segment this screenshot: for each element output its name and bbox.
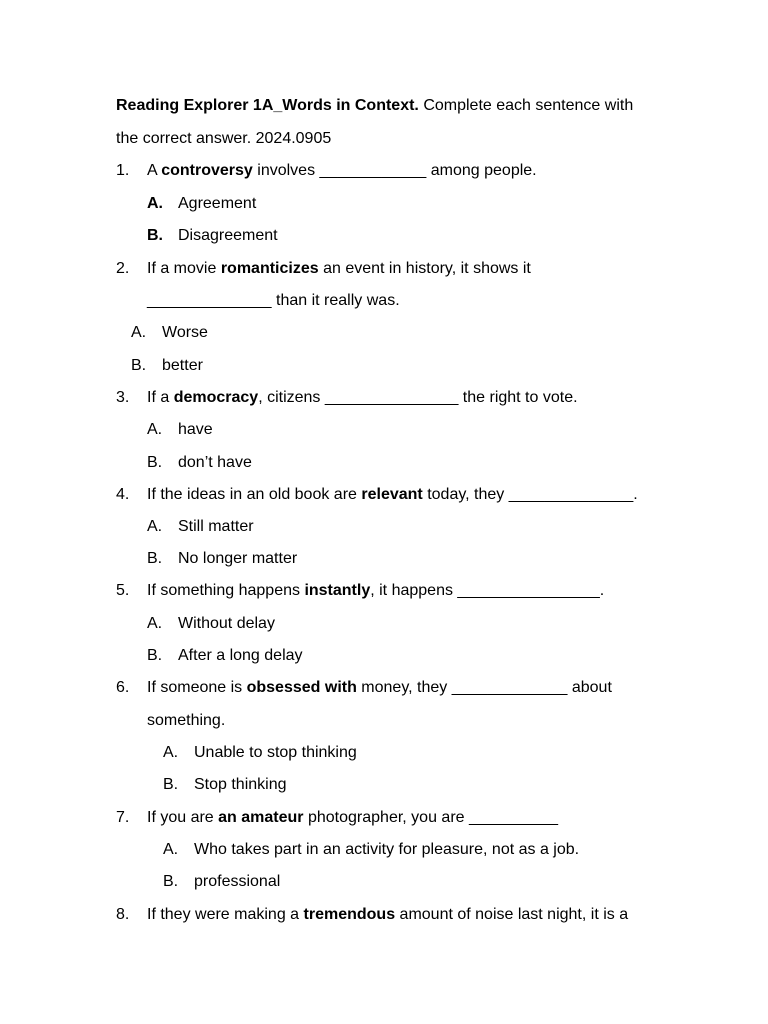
option-text: Unable to stop thinking: [194, 744, 357, 761]
question-number: 7.: [116, 809, 130, 826]
question-text: [147, 678, 612, 698]
option-text: have: [178, 421, 213, 438]
question-text: [147, 259, 531, 279]
heading-instruction: Complete each sentence with: [418, 97, 634, 114]
question-text-post: amount of noise last night, it is a: [395, 906, 629, 923]
vocabulary-word: romanticizes: [220, 260, 319, 277]
question-text-pre: If a movie: [147, 260, 221, 277]
question-text-continued: something.: [147, 712, 226, 729]
option-letter: B.: [163, 776, 179, 793]
question-text: [147, 808, 558, 828]
question-number: 8.: [116, 906, 130, 923]
question-number: 3.: [116, 389, 130, 406]
vocabulary-word: obsessed with: [246, 679, 357, 696]
option-letter: A.: [147, 195, 163, 212]
question-text-post: money, they _____________ about: [356, 679, 612, 696]
option-text: Without delay: [178, 615, 275, 632]
option-letter: B.: [147, 227, 163, 244]
option-letter: B.: [147, 550, 163, 567]
vocabulary-word: democracy: [173, 389, 259, 406]
option-text: Disagreement: [178, 227, 278, 244]
question-number: 1.: [116, 162, 130, 179]
heading-subline: the correct answer. 2024.0905: [116, 130, 332, 147]
heading-title: Reading Explorer 1A_Words in Context.: [116, 97, 419, 114]
option-letter: A.: [131, 324, 147, 341]
vocabulary-word: controversy: [161, 162, 253, 179]
option-text: Worse: [162, 324, 208, 341]
question-text-pre: If someone is: [147, 679, 247, 696]
question-text: [147, 485, 638, 505]
option-letter: A.: [147, 518, 163, 535]
option-letter: B.: [147, 647, 163, 664]
vocabulary-word: an amateur: [218, 809, 304, 826]
question-text-pre: A: [147, 162, 162, 179]
vocabulary-word: tremendous: [303, 906, 396, 923]
option-letter: A.: [163, 841, 179, 858]
option-text: Who takes part in an activity for pleasure, not as a job.: [194, 841, 580, 858]
option-text: Agreement: [178, 195, 257, 212]
question-text-pre: If a: [147, 389, 174, 406]
question-number: 6.: [116, 679, 130, 696]
option-text: better: [162, 357, 203, 374]
question-text-pre: If the ideas in an old book are: [147, 486, 362, 503]
question-text-post: , it happens ________________.: [370, 582, 605, 599]
question-text: [147, 905, 628, 925]
option-letter: A.: [147, 615, 163, 632]
vocabulary-word: relevant: [361, 486, 423, 503]
vocabulary-word: instantly: [304, 582, 371, 599]
question-text: [147, 161, 537, 181]
question-text-post: an event in history, it shows it: [318, 260, 531, 277]
question-number: 5.: [116, 582, 130, 599]
question-text-pre: If you are: [147, 809, 219, 826]
question-number: 2.: [116, 260, 130, 277]
option-text: don’t have: [178, 454, 252, 471]
option-letter: B.: [131, 357, 147, 374]
question-text-pre: If they were making a: [147, 906, 304, 923]
option-letter: B.: [163, 873, 179, 890]
question-text-post: today, they ______________.: [422, 486, 638, 503]
option-text: Still matter: [178, 518, 254, 535]
option-letter: B.: [147, 454, 163, 471]
question-text: [147, 388, 578, 408]
question-text-post: involves ____________ among people.: [252, 162, 537, 179]
question-text-continued: ______________ than it really was.: [147, 292, 400, 309]
question-text-pre: If something happens: [147, 582, 305, 599]
option-text: professional: [194, 873, 281, 890]
option-text: Stop thinking: [194, 776, 287, 793]
option-letter: A.: [163, 744, 179, 761]
question-text: [147, 581, 604, 601]
document-heading: [116, 96, 633, 116]
question-text-post: photographer, you are __________: [303, 809, 558, 826]
option-text: No longer matter: [178, 550, 298, 567]
question-text-post: , citizens _______________ the right to vote.: [258, 389, 578, 406]
option-letter: A.: [147, 421, 163, 438]
option-text: After a long delay: [178, 647, 303, 664]
question-number: 4.: [116, 486, 130, 503]
